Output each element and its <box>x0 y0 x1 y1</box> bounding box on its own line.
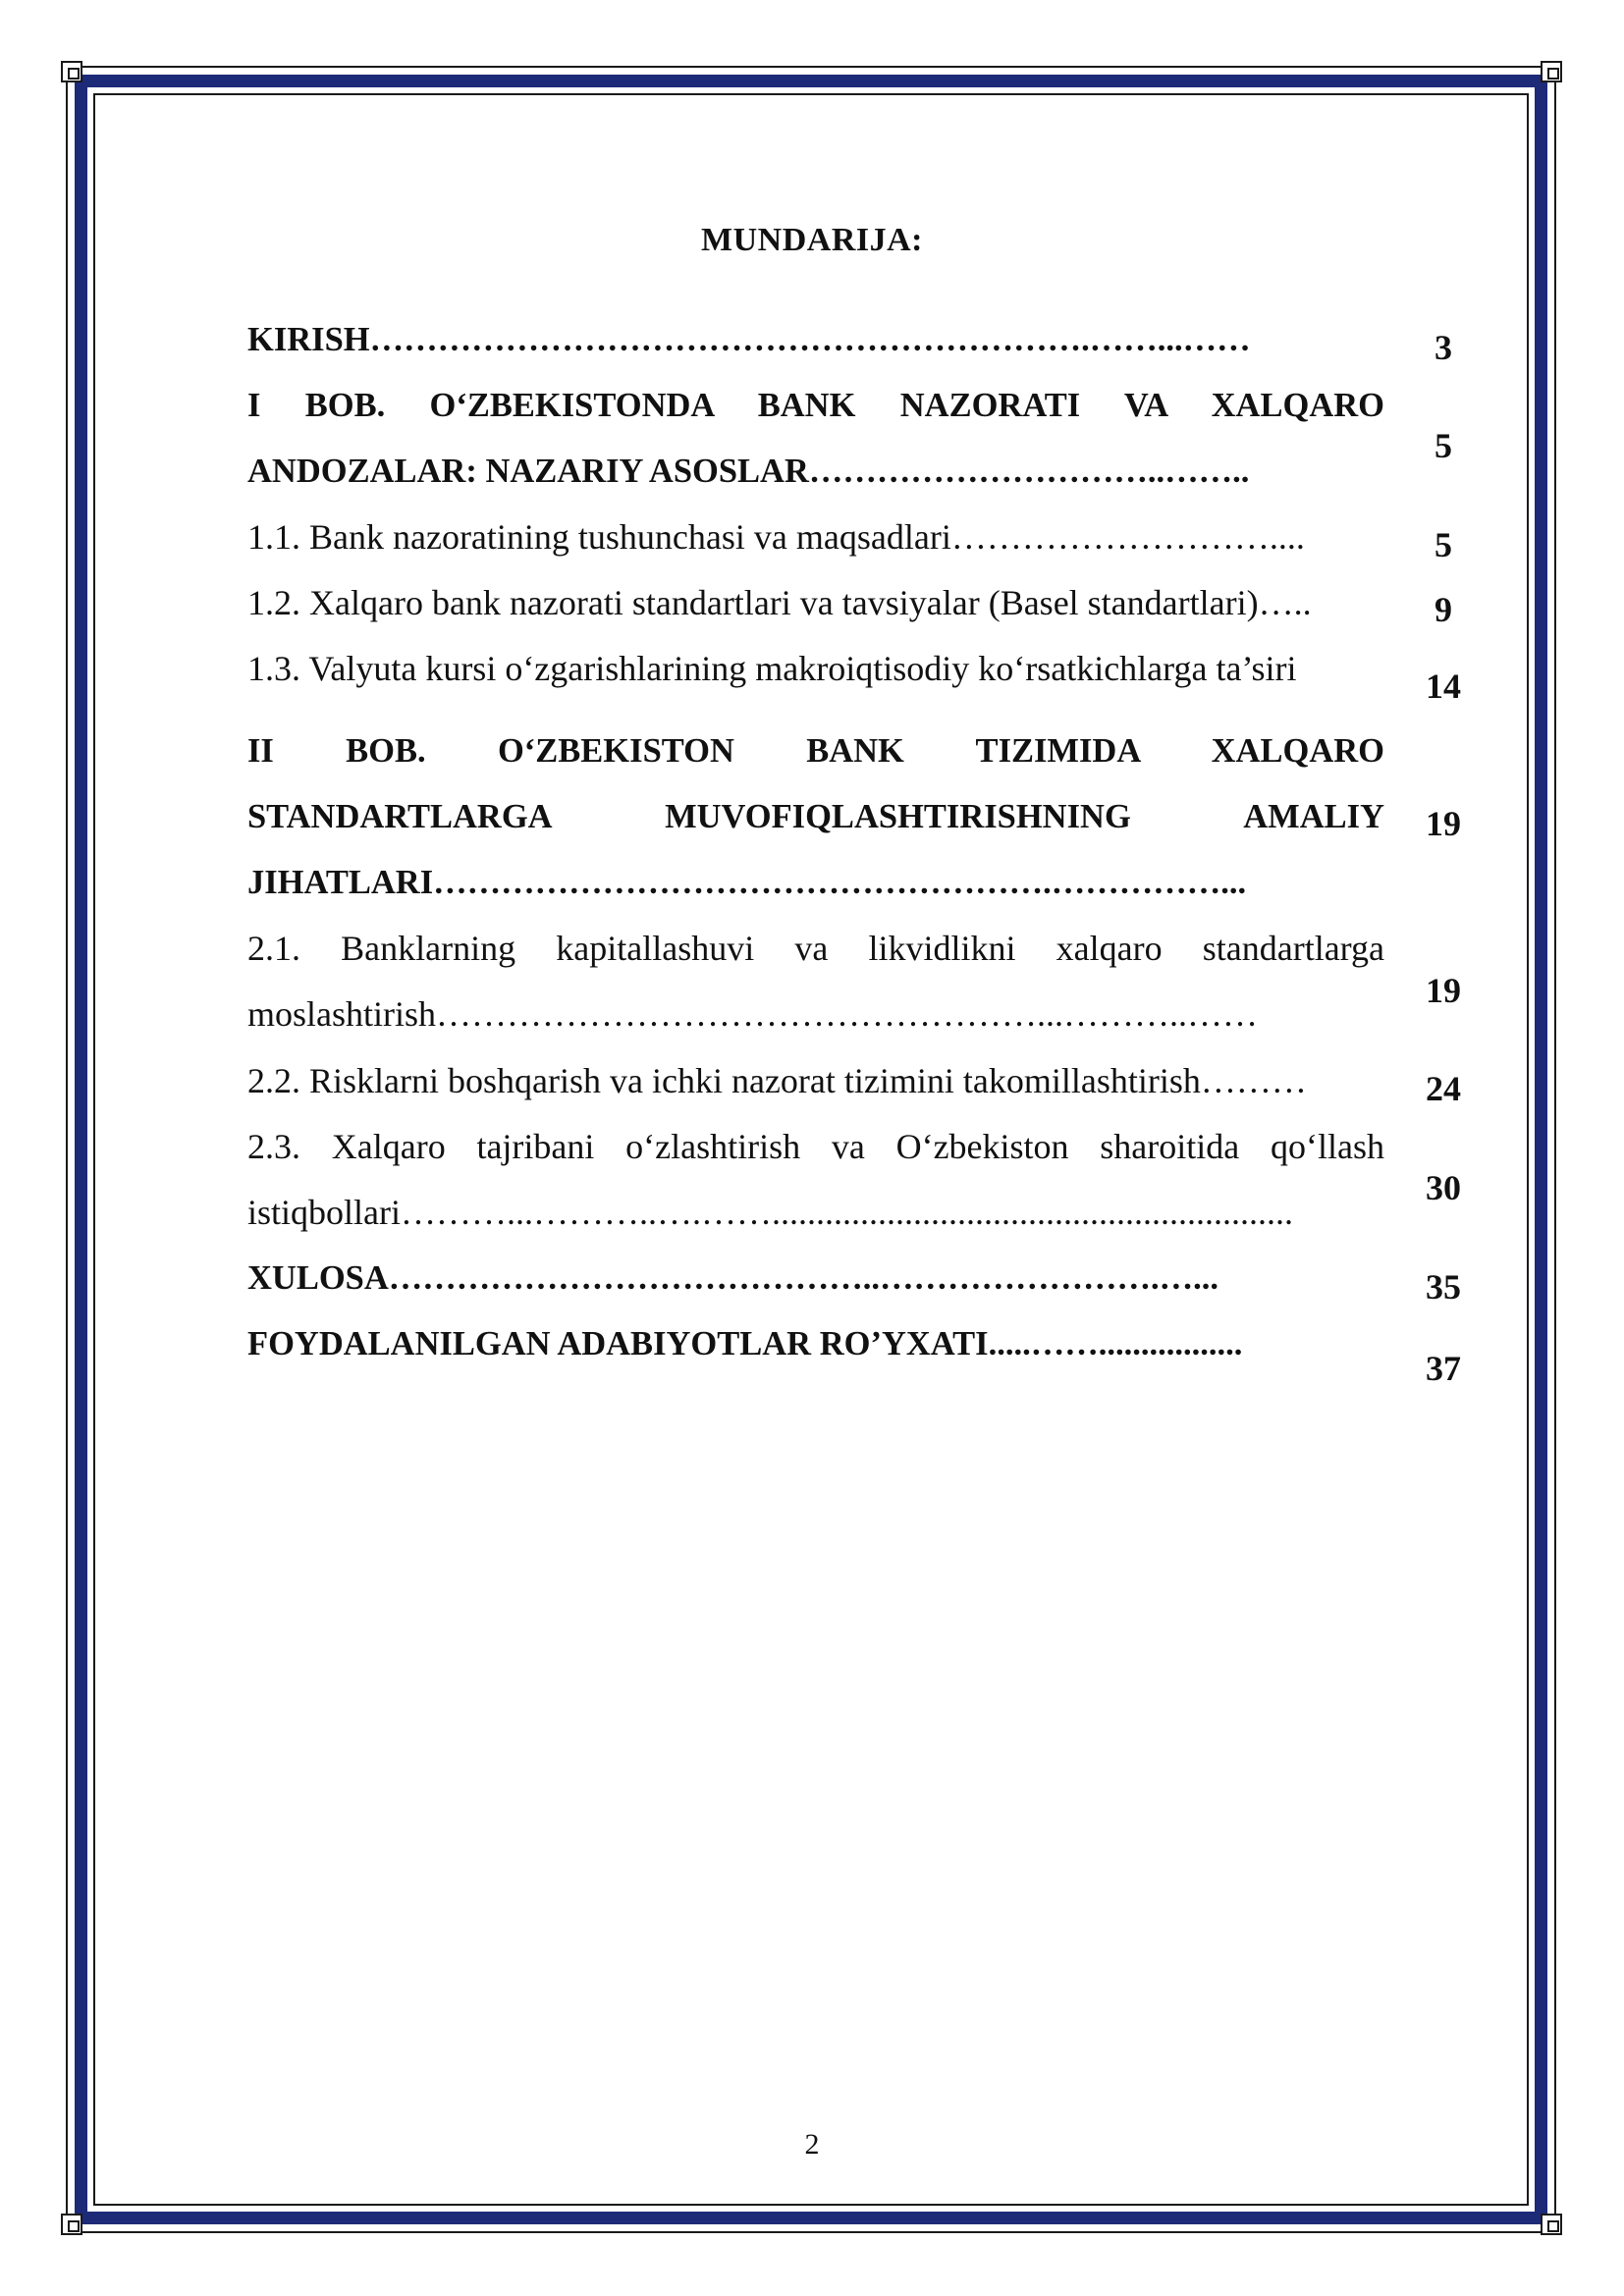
toc-entry-text: 2.3. Xalqaro tajribani o‘zlashtirish va O‘zbekiston sharoitida qo‘llash <box>247 1127 1384 1166</box>
toc-page-number: 37 <box>1426 1349 1461 1388</box>
page-number-footer: 2 <box>804 2128 820 2161</box>
corner-ornament-top-right <box>1541 61 1562 82</box>
toc-entry-text: 2.2. Risklarni boshqarish va ichki nazorat tizimini takomillashtirish……… <box>247 1061 1307 1100</box>
toc-page-number: 9 <box>1435 590 1452 629</box>
toc-entry-section-1-2[interactable] <box>247 570 1384 636</box>
toc-page-number: 35 <box>1426 1267 1461 1307</box>
toc-entry-text: II BOB. O‘ZBEKISTON BANK TIZIMIDA XALQARO <box>247 732 1384 770</box>
toc-entry-text: FOYDALANILGAN ADABIYOTLAR RO’YXATI.....……................. <box>247 1325 1243 1362</box>
toc-entry-text: KIRISH……………………………………………………….……...…… <box>247 321 1251 358</box>
toc-page-number: 5 <box>1435 426 1452 465</box>
toc-entry-chapter-2[interactable] <box>247 719 1384 916</box>
toc-entry-section-2-1[interactable] <box>247 916 1384 1047</box>
toc-entry-text: STANDARTLARGA MUVOFIQLASHTIRISHNING AMALIY <box>247 798 1384 835</box>
toc-entry-xulosa[interactable] <box>247 1246 1384 1311</box>
toc-entry-text: 1.3. Valyuta kursi o‘zgarishlarining makroiqtisodiy ko‘rsatkichlarga ta’siri <box>247 649 1297 688</box>
toc-page-number: 3 <box>1435 328 1452 367</box>
toc-entry-text: 2.1. Banklarning kapitallashuvi va likvidlikni xalqaro standartlarga <box>247 929 1384 968</box>
corner-ornament-bottom-left <box>61 2214 82 2235</box>
toc-entry-text: XULOSA……………………………………..…………………….…... <box>247 1259 1219 1297</box>
toc-entry-section-2-2[interactable] <box>247 1048 1384 1114</box>
toc-entry-section-2-3[interactable] <box>247 1114 1384 1246</box>
toc-entry-text: 1.1. Bank nazoratining tushunchasi va maqsadlari……………………….... <box>247 517 1305 557</box>
toc-entry-kirish[interactable] <box>247 307 1384 373</box>
toc-entry-section-1-1[interactable] <box>247 505 1384 570</box>
toc-entry-chapter-1[interactable] <box>247 373 1384 505</box>
toc-page-number: 14 <box>1426 667 1461 706</box>
toc-entry-section-1-3[interactable] <box>247 636 1384 702</box>
toc-page-number: 24 <box>1426 1069 1461 1108</box>
toc-entry-text: JIHATLARI……………………………………………….……………... <box>247 864 1247 901</box>
toc-entry-bibliography[interactable] <box>247 1311 1384 1377</box>
toc-entry-text: 1.2. Xalqaro bank nazorati standartlari va tavsiyalar (Basel standartlari)….. <box>247 583 1312 622</box>
toc-page-number: 30 <box>1426 1168 1461 1207</box>
corner-ornament-top-left <box>61 61 82 82</box>
toc-page-number: 19 <box>1426 971 1461 1010</box>
toc-entry-text: ANDOZALAR: NAZARIY ASOSLAR…………………………..…….. <box>247 453 1250 490</box>
toc-entry-text: istiqbollari………...………..….……........................................................... <box>247 1193 1293 1232</box>
page-title: MUNDARIJA: <box>701 222 923 258</box>
toc-page-number: 19 <box>1426 804 1461 843</box>
corner-ornament-bottom-right <box>1541 2214 1562 2235</box>
toc-page-number: 5 <box>1435 525 1452 564</box>
toc-entry-text: moslashtirish……………………………………………...………..…… <box>247 994 1259 1034</box>
toc-entry-text: I BOB. O‘ZBEKISTONDA BANK NAZORATI VA XALQARO <box>247 387 1384 424</box>
